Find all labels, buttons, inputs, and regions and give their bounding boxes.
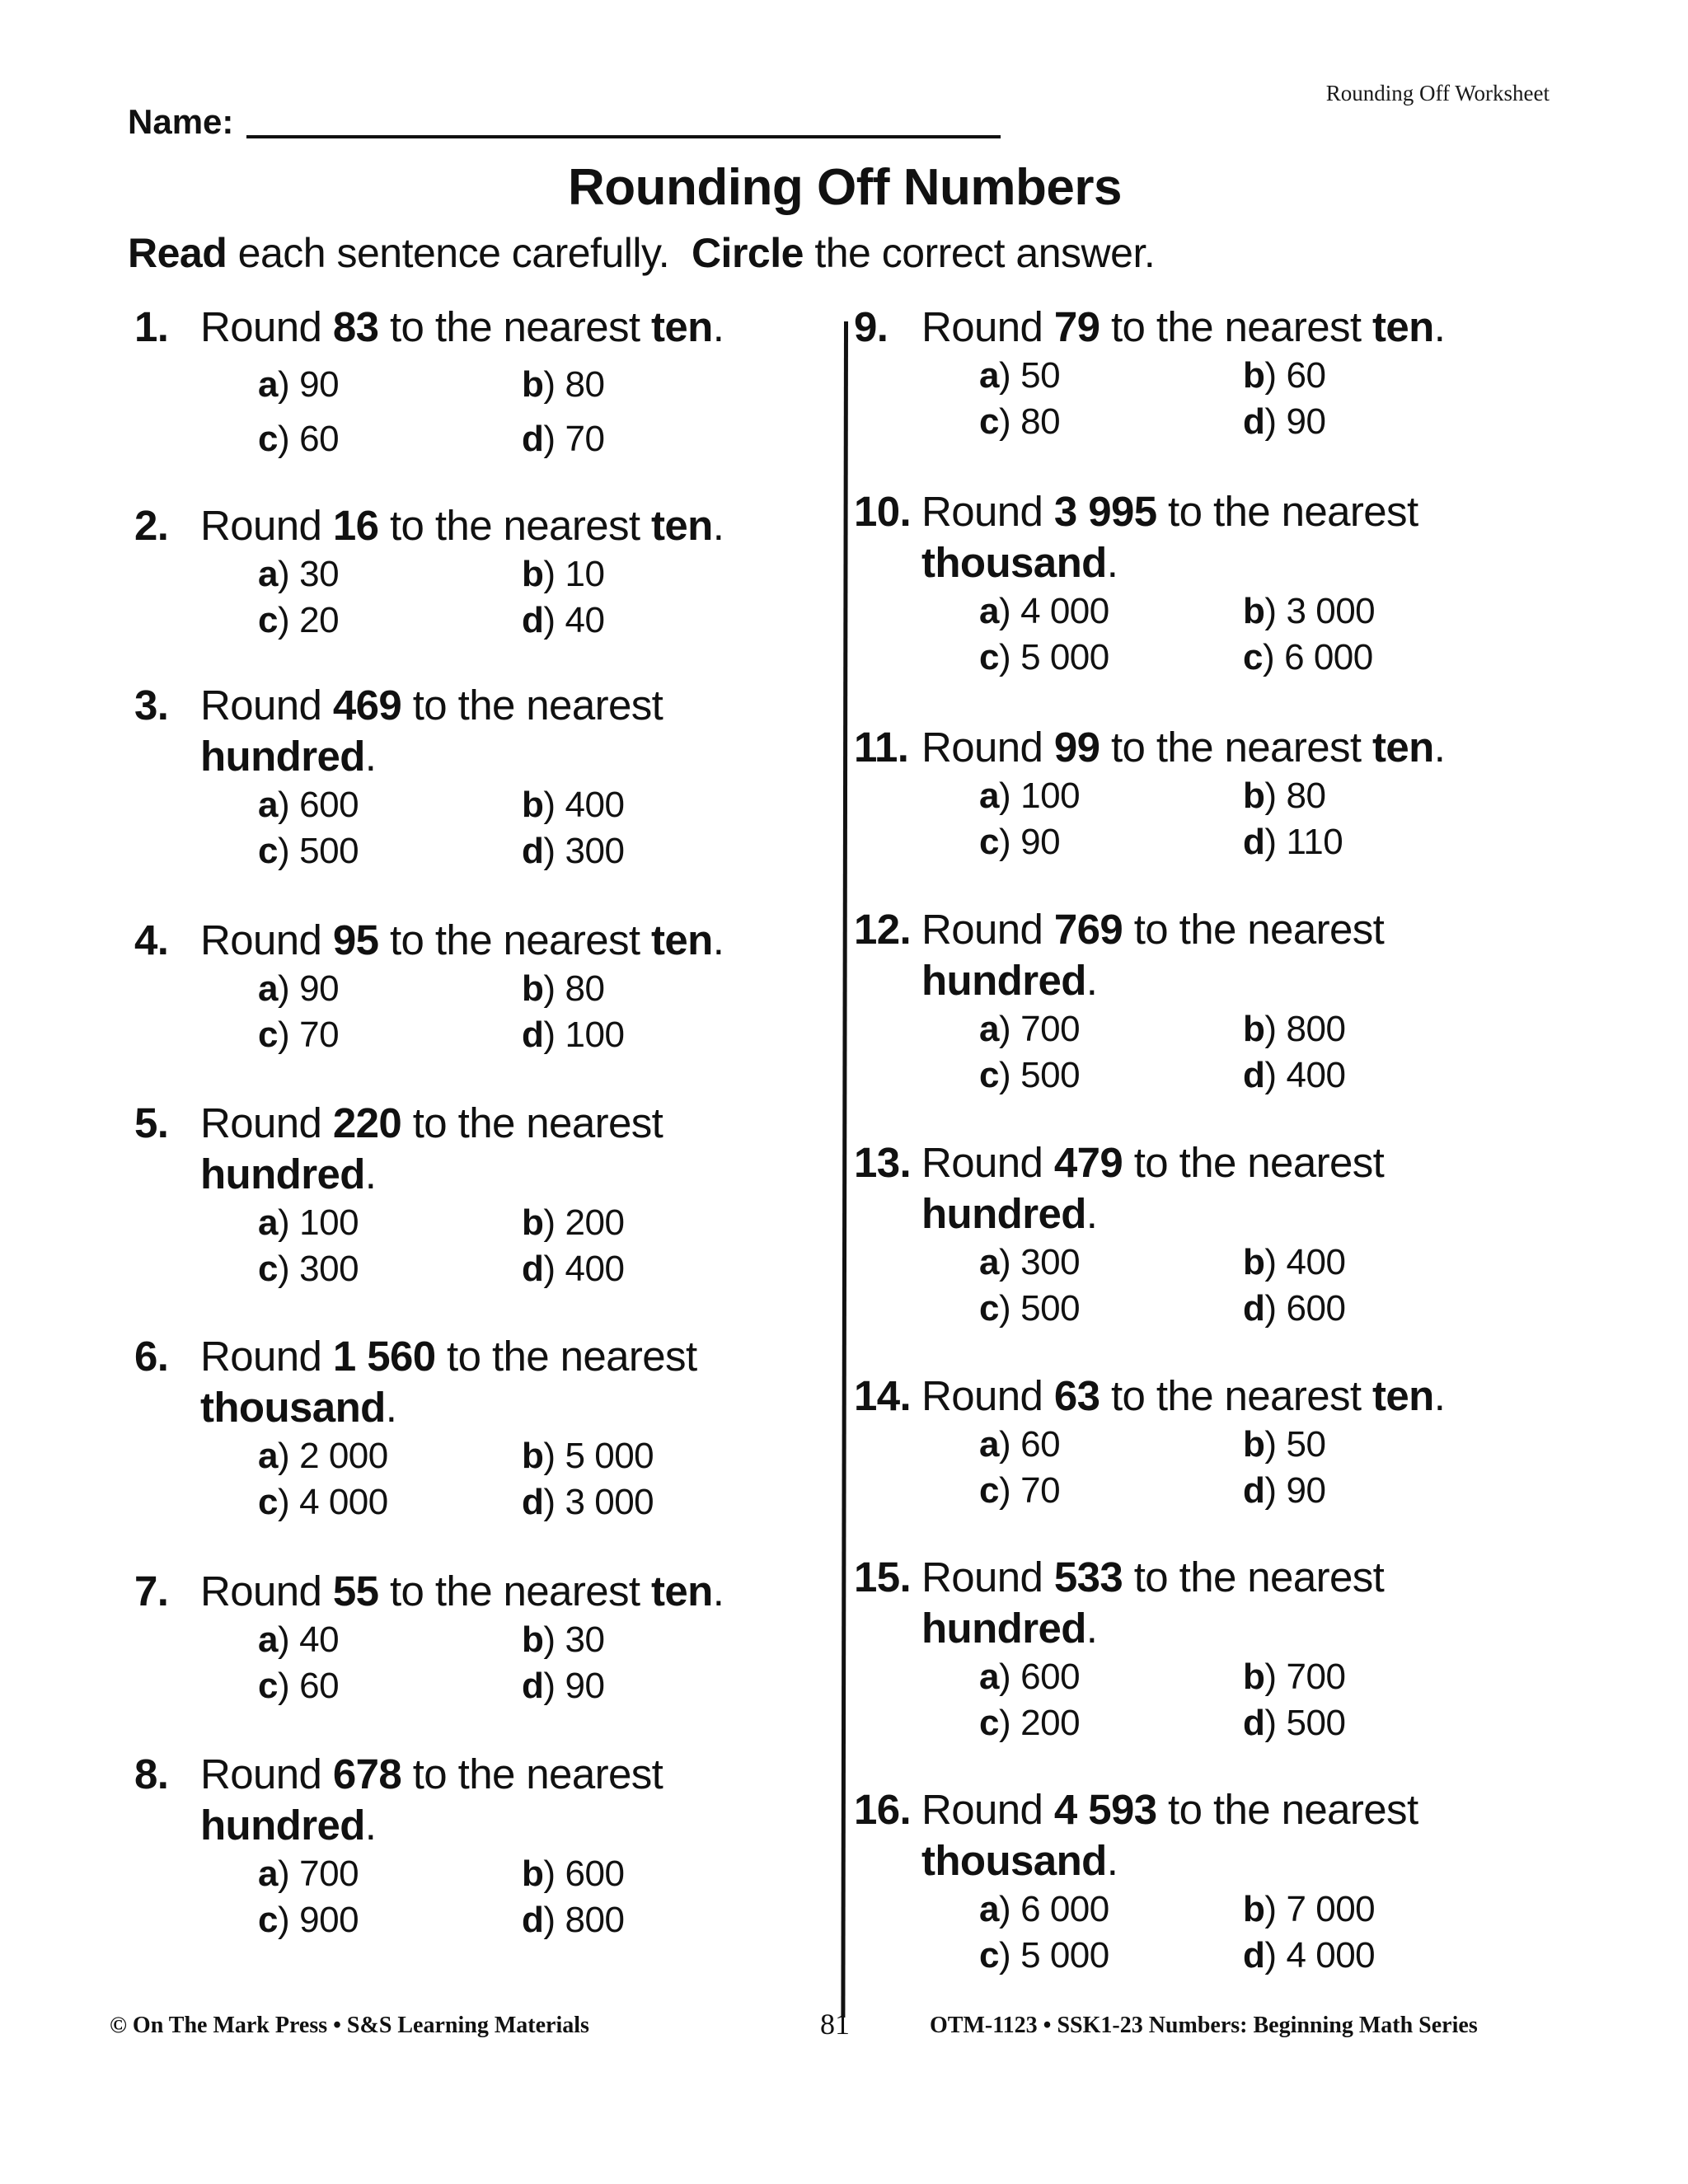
option-letter: d <box>1243 1288 1265 1329</box>
option-value: 600 <box>1286 1288 1346 1329</box>
answer-option-d[interactable]: d) 3 000 <box>522 1482 654 1522</box>
option-value: 60 <box>299 419 340 459</box>
option-value: 60 <box>1020 1424 1061 1465</box>
question-text: 13. Round 479 to the nearest <box>854 1137 1579 1188</box>
option-letter: d <box>522 1015 544 1055</box>
option-letter: c <box>258 1249 278 1289</box>
number-to-round: 99 <box>1053 724 1100 771</box>
answer-option-b[interactable]: b) 30 <box>522 1619 605 1660</box>
option-letter: a <box>258 968 278 1009</box>
number-to-round: 79 <box>1053 303 1100 350</box>
rounding-unit: ten <box>651 303 713 350</box>
option-letter: b <box>522 1619 544 1660</box>
option-letter: c <box>979 1288 999 1329</box>
answer-option-a[interactable]: a) 600 <box>979 1657 1081 1697</box>
rounding-unit: thousand <box>921 1837 1107 1884</box>
option-value: 80 <box>565 968 605 1009</box>
option-letter: a <box>979 1657 999 1697</box>
answer-option-d[interactable]: d) 400 <box>1243 1055 1346 1095</box>
option-value: 80 <box>1286 776 1326 816</box>
answer-option-b[interactable]: b) 7 000 <box>1243 1889 1376 1929</box>
option-value: 20 <box>299 600 340 640</box>
option-letter: b <box>522 364 544 405</box>
option-value: 90 <box>565 1666 605 1706</box>
option-value: 6 000 <box>1020 1889 1109 1929</box>
rounding-unit: thousand <box>200 1384 386 1431</box>
question-number: 7. <box>134 1568 169 1615</box>
question-number: 14. <box>854 1372 912 1419</box>
question-number: 3. <box>134 682 169 729</box>
option-value: 600 <box>299 785 359 825</box>
answer-option-c[interactable]: c) 70 <box>979 1470 1061 1511</box>
answer-option-d[interactable]: d) 90 <box>522 1666 605 1706</box>
option-value: 800 <box>565 1900 625 1940</box>
option-letter: a <box>979 591 999 631</box>
option-value: 30 <box>299 554 340 594</box>
option-letter: c <box>258 1666 278 1706</box>
answer-option-b[interactable]: b) 3 000 <box>1243 591 1376 631</box>
answer-option-c[interactable]: c) 90 <box>979 822 1061 862</box>
option-letter: b <box>522 968 544 1009</box>
option-letter: b <box>1243 1889 1265 1929</box>
option-value: 4 000 <box>1020 591 1109 631</box>
rounding-unit: thousand <box>921 539 1107 586</box>
rounding-unit: hundred <box>921 1605 1086 1652</box>
question-number: 16. <box>854 1786 912 1833</box>
number-to-round: 95 <box>332 916 379 963</box>
answer-options <box>979 1422 1579 1514</box>
option-value: 400 <box>565 785 625 825</box>
number-to-round: 63 <box>1053 1372 1100 1419</box>
option-value: 80 <box>1020 401 1061 442</box>
answer-options <box>258 966 860 1058</box>
option-value: 100 <box>1020 776 1081 816</box>
answer-options <box>258 782 860 874</box>
option-value: 60 <box>299 1666 340 1706</box>
question-text: 9. Round 79 to the nearest ten. <box>854 302 1579 353</box>
question-text: 6. Round 1 560 to the nearest <box>134 1331 860 1382</box>
answer-options <box>258 358 860 466</box>
option-value: 50 <box>1286 1424 1326 1465</box>
rounding-unit: hundred <box>921 957 1086 1004</box>
number-to-round: 16 <box>332 502 379 549</box>
question-16: 16. Round 4 593 to the nearest thousand. a) 6 000 b) 7 000 c) 5 000 d) 4 000 <box>854 1784 1579 1979</box>
question-1 <box>134 302 860 466</box>
option-value: 300 <box>1020 1242 1081 1282</box>
option-value: 700 <box>1020 1009 1081 1049</box>
option-value: 500 <box>1020 1055 1081 1095</box>
option-value: 500 <box>1286 1703 1346 1743</box>
option-letter: a <box>258 364 278 405</box>
option-letter: b <box>1243 1424 1265 1465</box>
option-letter: d <box>522 1666 544 1706</box>
option-value: 40 <box>299 1619 340 1660</box>
answer-option-b[interactable]: b) 5 000 <box>522 1436 654 1476</box>
answer-option-a[interactable]: a) 600 <box>258 785 359 825</box>
answer-option-a[interactable]: a) 100 <box>979 776 1081 816</box>
answer-options <box>258 1617 860 1709</box>
answer-options <box>258 1200 860 1292</box>
instructions: Read each sentence carefully. Circle the correct answer. <box>128 230 1156 276</box>
rounding-unit: ten <box>651 916 713 963</box>
option-letter: a <box>979 1889 999 1929</box>
option-value: 7 000 <box>1286 1889 1376 1929</box>
question-text: 11. Round 99 to the nearest ten. <box>854 722 1579 773</box>
option-value: 50 <box>1020 355 1061 396</box>
answer-option-d[interactable]: d) 800 <box>522 1900 625 1940</box>
answer-option-d[interactable]: d) 40 <box>522 600 605 640</box>
option-value: 2 000 <box>299 1436 388 1476</box>
option-value: 40 <box>565 600 605 640</box>
option-letter: a <box>258 1436 278 1476</box>
answer-option-d[interactable]: d) 110 <box>1243 822 1343 862</box>
answer-option-d[interactable]: d) 500 <box>1243 1703 1346 1743</box>
answer-options <box>979 773 1579 865</box>
answer-option-c[interactable]: c) 5 000 <box>979 637 1109 677</box>
answer-option-a[interactable]: a) 700 <box>258 1854 359 1894</box>
answer-option-b[interactable]: b) 600 <box>522 1854 625 1894</box>
answer-option-d[interactable]: d) 600 <box>1243 1288 1346 1329</box>
number-to-round: 769 <box>1053 906 1123 953</box>
answer-option-b[interactable]: b) 700 <box>1243 1657 1346 1697</box>
answer-option-d[interactable]: d) 4 000 <box>1243 1935 1376 1975</box>
answer-option-b[interactable]: b) 80 <box>522 968 605 1009</box>
question-number: 8. <box>134 1750 169 1797</box>
answer-option-b[interactable]: b) 80 <box>522 364 605 405</box>
answer-option-d[interactable]: d) 300 <box>522 831 625 871</box>
option-letter: c <box>979 401 999 442</box>
option-letter: c <box>258 419 278 459</box>
answer-option-a[interactable]: a) 90 <box>258 364 340 405</box>
answer-option-a[interactable]: a) 6 000 <box>979 1889 1109 1929</box>
option-value: 110 <box>1286 822 1343 862</box>
option-value: 60 <box>1286 355 1326 396</box>
option-value: 400 <box>565 1249 625 1289</box>
option-value: 600 <box>1020 1657 1081 1697</box>
question-text: 12. Round 769 to the nearest <box>854 904 1579 955</box>
option-value: 300 <box>299 1249 359 1289</box>
option-value: 4 000 <box>299 1482 388 1522</box>
option-letter: d <box>522 419 544 459</box>
option-letter: d <box>522 1249 544 1289</box>
question-number: 9. <box>854 303 889 350</box>
option-letter: c <box>979 1055 999 1095</box>
option-value: 80 <box>565 364 605 405</box>
question-number: 13. <box>854 1139 912 1186</box>
option-value: 500 <box>299 831 359 871</box>
option-letter: a <box>979 1424 999 1465</box>
answer-option-a[interactable]: a) 2 000 <box>258 1436 388 1476</box>
question-13: 13. Round 479 to the nearest hundred. a) 300 b) 400 c) 500 d) 600 <box>854 1137 1579 1332</box>
option-value: 900 <box>299 1900 359 1940</box>
question-text: 14. Round 63 to the nearest ten. <box>854 1371 1579 1422</box>
option-letter: c <box>258 1015 278 1055</box>
answer-option-d[interactable]: d) 90 <box>1243 401 1326 442</box>
option-value: 400 <box>1286 1242 1346 1282</box>
option-letter: d <box>1243 1703 1265 1743</box>
option-letter: c <box>979 1703 999 1743</box>
answer-option-b[interactable]: b) 60 <box>1243 355 1326 396</box>
answer-options <box>979 588 1579 681</box>
question-number: 12. <box>854 906 912 953</box>
option-letter: c <box>979 637 999 677</box>
rounding-unit: ten <box>1372 303 1434 350</box>
question-number: 10. <box>854 488 912 535</box>
question-5: 5. Round 220 to the nearest hundred. a) 100 b) 200 c) 300 d) 400 <box>134 1098 860 1292</box>
option-letter: b <box>522 785 544 825</box>
question-10: 10. Round 3 995 to the nearest thousand. a) 4 000 b) 3 000 c) 5 000 c) 6 000 <box>854 486 1579 681</box>
option-letter: a <box>258 1619 278 1660</box>
option-value: 100 <box>565 1015 625 1055</box>
answer-options <box>979 1240 1579 1332</box>
number-to-round: 3 995 <box>1053 488 1157 535</box>
answer-option-a[interactable]: a) 90 <box>258 968 340 1009</box>
option-letter: a <box>979 355 999 396</box>
name-label: Name: <box>128 102 234 141</box>
answer-option-c[interactable]: c) 60 <box>258 419 340 459</box>
option-value: 10 <box>565 554 605 594</box>
question-text: 2. Round 16 to the nearest ten. <box>134 500 860 551</box>
question-text: 16. Round 4 593 to the nearest <box>854 1784 1579 1835</box>
option-value: 70 <box>565 419 605 459</box>
option-letter: b <box>522 554 544 594</box>
answer-option-c[interactable]: c) 200 <box>979 1703 1081 1743</box>
option-value: 300 <box>565 831 625 871</box>
option-value: 5 000 <box>565 1436 654 1476</box>
number-to-round: 83 <box>332 303 379 350</box>
option-value: 70 <box>1020 1470 1061 1511</box>
answer-option-d[interactable]: d) 400 <box>522 1249 625 1289</box>
question-7 <box>134 1566 860 1709</box>
option-value: 90 <box>1286 1470 1326 1511</box>
number-to-round: 4 593 <box>1053 1786 1157 1833</box>
question-number: 11. <box>854 724 909 771</box>
answer-option-a[interactable]: a) 40 <box>258 1619 340 1660</box>
option-letter: d <box>522 1482 544 1522</box>
answer-option-b[interactable]: b) 80 <box>1243 776 1326 816</box>
option-value: 100 <box>299 1202 359 1243</box>
question-9 <box>854 302 1579 445</box>
option-letter: c <box>258 1482 278 1522</box>
option-letter: b <box>1243 1657 1265 1697</box>
option-letter: c <box>1243 637 1263 677</box>
answer-option-c[interactable]: c) 900 <box>258 1900 359 1940</box>
number-to-round: 678 <box>332 1750 402 1797</box>
option-value: 90 <box>299 364 340 405</box>
answer-option-b[interactable]: b) 50 <box>1243 1424 1326 1465</box>
option-value: 800 <box>1286 1009 1346 1049</box>
answer-option-a[interactable]: a) 4 000 <box>979 591 1109 631</box>
option-value: 90 <box>299 968 340 1009</box>
answer-option-b[interactable]: b) 400 <box>522 785 625 825</box>
question-text: 7. Round 55 to the nearest ten. <box>134 1566 860 1617</box>
rounding-unit: ten <box>1372 724 1434 771</box>
option-letter: b <box>522 1854 544 1894</box>
option-letter: a <box>258 554 278 594</box>
answer-option-d[interactable]: d) 70 <box>522 419 605 459</box>
option-value: 5 000 <box>1020 1935 1109 1975</box>
question-8: 8. Round 678 to the nearest hundred. a) 700 b) 600 c) 900 d) 800 <box>134 1749 860 1943</box>
option-letter: c <box>979 1935 999 1975</box>
answer-option-c[interactable]: c) 6 000 <box>1243 637 1373 677</box>
question-number: 5. <box>134 1099 169 1146</box>
option-value: 600 <box>565 1854 625 1894</box>
answer-option-b[interactable]: b) 10 <box>522 554 605 594</box>
option-letter: a <box>979 1009 999 1049</box>
option-letter: d <box>1243 1055 1265 1095</box>
number-to-round: 469 <box>332 682 402 729</box>
option-letter: c <box>979 822 999 862</box>
option-value: 6 000 <box>1284 637 1373 677</box>
option-letter: b <box>1243 355 1265 396</box>
option-value: 5 000 <box>1020 637 1109 677</box>
option-letter: c <box>979 1470 999 1511</box>
option-letter: b <box>1243 776 1265 816</box>
answer-option-b[interactable]: b) 800 <box>1243 1009 1346 1049</box>
option-letter: c <box>258 1900 278 1940</box>
option-letter: a <box>258 785 278 825</box>
page-title: Rounding Off Numbers <box>568 159 1122 216</box>
answer-option-c[interactable]: c) 80 <box>979 401 1061 442</box>
question-text: 3. Round 469 to the nearest <box>134 680 860 731</box>
option-value: 700 <box>1286 1657 1346 1697</box>
answer-options <box>979 1654 1579 1746</box>
option-letter: b <box>522 1202 544 1243</box>
rounding-unit: ten <box>651 502 713 549</box>
option-value: 200 <box>1020 1703 1081 1743</box>
name-row <box>128 102 1001 142</box>
number-to-round: 220 <box>332 1099 402 1146</box>
option-letter: b <box>522 1436 544 1476</box>
answer-option-c[interactable]: c) 4 000 <box>258 1482 388 1522</box>
option-value: 90 <box>1020 822 1061 862</box>
option-letter: a <box>258 1202 278 1243</box>
option-value: 4 000 <box>1286 1935 1376 1975</box>
question-number: 2. <box>134 502 169 549</box>
option-letter: d <box>1243 1935 1265 1975</box>
question-3: 3. Round 469 to the nearest hundred. a) 600 b) 400 c) 500 d) 300 <box>134 680 860 874</box>
question-number: 4. <box>134 916 169 963</box>
option-value: 200 <box>565 1202 625 1243</box>
name-field[interactable] <box>246 135 1001 138</box>
answer-option-b[interactable]: b) 200 <box>522 1202 625 1243</box>
question-number: 6. <box>134 1333 169 1380</box>
answer-option-c[interactable]: c) 5 000 <box>979 1935 1109 1975</box>
option-letter: a <box>979 776 999 816</box>
option-value: 3 000 <box>1286 591 1376 631</box>
running-head: Rounding Off Worksheet <box>1325 81 1550 105</box>
answer-option-a[interactable]: a) 30 <box>258 554 340 594</box>
option-letter: a <box>979 1242 999 1282</box>
option-letter: c <box>258 600 278 640</box>
answer-option-c[interactable]: c) 500 <box>258 831 359 871</box>
question-4 <box>134 915 860 1058</box>
number-to-round: 533 <box>1053 1554 1123 1601</box>
option-letter: b <box>1243 1009 1265 1049</box>
answer-option-d[interactable]: d) 90 <box>1243 1470 1326 1511</box>
option-letter: d <box>522 1900 544 1940</box>
answer-option-a[interactable]: a) 300 <box>979 1242 1081 1282</box>
question-text: 10. Round 3 995 to the nearest <box>854 486 1579 537</box>
option-letter: d <box>1243 1470 1265 1511</box>
question-text: 15. Round 533 to the nearest <box>854 1552 1579 1603</box>
number-to-round: 479 <box>1053 1139 1123 1186</box>
option-letter: c <box>258 831 278 871</box>
answer-option-a[interactable]: a) 700 <box>979 1009 1081 1049</box>
question-number: 1. <box>134 303 169 350</box>
answer-options <box>979 353 1579 445</box>
question-14 <box>854 1371 1579 1514</box>
rounding-unit: ten <box>651 1568 713 1615</box>
question-number: 15. <box>854 1554 912 1601</box>
question-6: 6. Round 1 560 to the nearest thousand. a) 2 000 b) 5 000 c) 4 000 d) 3 000 <box>134 1331 860 1526</box>
option-letter: a <box>258 1854 278 1894</box>
option-letter: b <box>1243 1242 1265 1282</box>
number-to-round: 55 <box>332 1568 379 1615</box>
option-letter: d <box>1243 401 1265 442</box>
answer-options <box>979 1886 1579 1979</box>
answer-option-c[interactable]: c) 500 <box>979 1055 1081 1095</box>
option-letter: d <box>1243 822 1265 862</box>
answer-options <box>258 1851 860 1943</box>
option-value: 70 <box>299 1015 340 1055</box>
answer-option-b[interactable]: b) 400 <box>1243 1242 1346 1282</box>
rounding-unit: hundred <box>921 1190 1086 1237</box>
question-text: 4. Round 95 to the nearest ten. <box>134 915 860 966</box>
answer-option-c[interactable]: c) 20 <box>258 600 340 640</box>
footer-copyright: © On The Mark Press • S&S Learning Materials <box>110 2013 589 2038</box>
option-value: 30 <box>565 1619 605 1660</box>
answer-option-c[interactable]: c) 500 <box>979 1288 1081 1329</box>
answer-option-a[interactable]: a) 50 <box>979 355 1061 396</box>
rounding-unit: hundred <box>200 1802 365 1849</box>
answer-options <box>258 551 860 644</box>
question-15: 15. Round 533 to the nearest hundred. a) 600 b) 700 c) 200 d) 500 <box>854 1552 1579 1746</box>
option-letter: d <box>522 600 544 640</box>
answer-options <box>979 1006 1579 1099</box>
option-letter: d <box>522 831 544 871</box>
page-number: 81 <box>820 2008 850 2041</box>
footer-series: OTM-1123 • SSK1-23 Numbers: Beginning Math Series <box>930 2013 1478 2038</box>
question-text: 8. Round 678 to the nearest <box>134 1749 860 1800</box>
answer-option-c[interactable]: c) 300 <box>258 1249 359 1289</box>
question-12: 12. Round 769 to the nearest hundred. a) 700 b) 800 c) 500 d) 400 <box>854 904 1579 1099</box>
answer-option-c[interactable]: c) 70 <box>258 1015 340 1055</box>
option-value: 700 <box>299 1854 359 1894</box>
answer-option-d[interactable]: d) 100 <box>522 1015 625 1055</box>
answer-option-a[interactable]: a) 60 <box>979 1424 1061 1465</box>
option-value: 400 <box>1286 1055 1346 1095</box>
question-text: 5. Round 220 to the nearest <box>134 1098 860 1149</box>
answer-options <box>258 1433 860 1526</box>
rounding-unit: hundred <box>200 733 365 780</box>
rounding-unit: hundred <box>200 1151 365 1197</box>
question-text: 1. Round 83 to the nearest ten. <box>134 302 860 353</box>
question-11 <box>854 722 1579 865</box>
answer-option-a[interactable]: a) 100 <box>258 1202 359 1243</box>
option-value: 500 <box>1020 1288 1081 1329</box>
answer-option-c[interactable]: c) 60 <box>258 1666 340 1706</box>
option-letter: b <box>1243 591 1265 631</box>
option-value: 3 000 <box>565 1482 654 1522</box>
question-2 <box>134 500 860 644</box>
rounding-unit: ten <box>1372 1372 1434 1419</box>
option-value: 90 <box>1286 401 1326 442</box>
number-to-round: 1 560 <box>332 1333 436 1380</box>
